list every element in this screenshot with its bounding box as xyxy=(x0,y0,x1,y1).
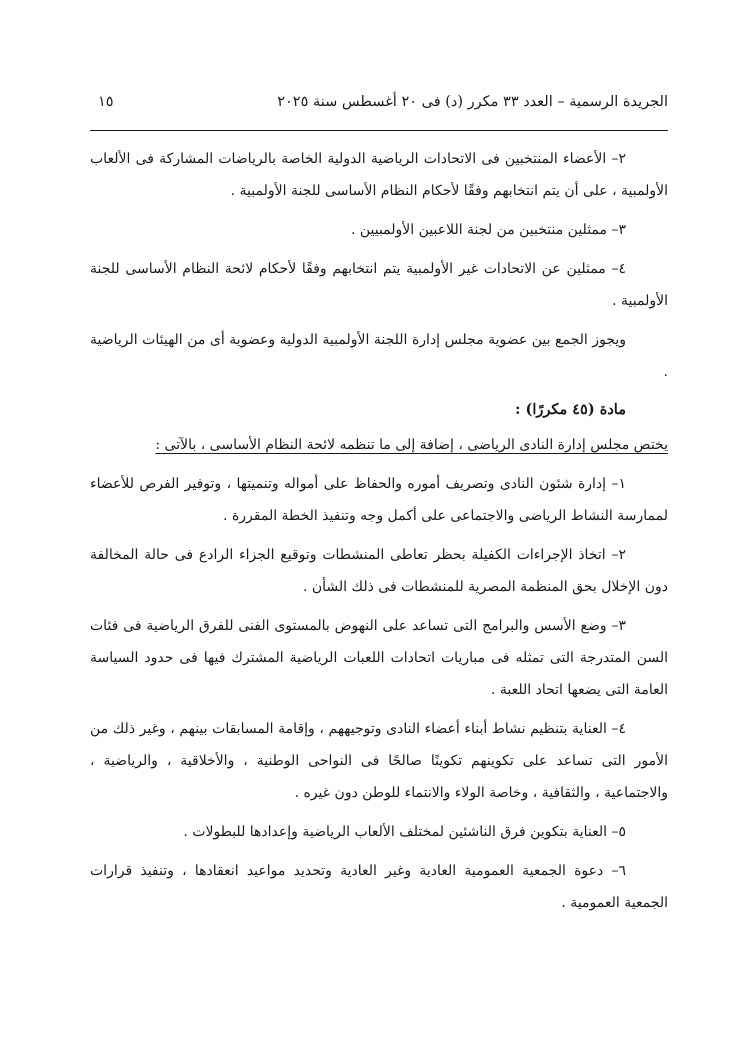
paragraph-membership-combination: ويجوز الجمع بين عضوية مجلس إدارة اللجنة الأولمبية الدولية وعضوية أى من الهيئات الرياضية . xyxy=(90,332,668,380)
article-item-6: ٦– دعوة الجمعية العمومية العادية وغير العادية وتحديد مواعيد انعقادها ، وتنفيذ قرارات الجمعية العمومية . xyxy=(90,863,668,911)
page-header xyxy=(90,88,668,116)
article-heading: مادة (٤٥ مكررًا) : xyxy=(515,401,626,418)
article-item-2: ٢– اتخاذ الإجراءات الكفيلة بحظر تعاطى المنشطات وتوقيع الجزاء الرادع فى حالة المخالفة دون الإخلال بحق المنظمة المصرية للمنشطات فى ذلك الشأن . xyxy=(90,547,668,595)
gazette-title: الجريدة الرسمية – العدد ٣٣ مكرر (د) فى ٢٠ أغسطس سنة ٢٠٢٥ xyxy=(277,94,668,110)
page-number: ١٥ xyxy=(98,94,114,110)
article-item-4: ٤– العناية بتنظيم نشاط أبناء أعضاء النادى وتوجيههم ، وإقامة المسابقات بينهم ، وغير ذلك من الأمور التى تساعد على تكوينهم تكوينًا صالحًا فى النواحى الوطنية ، والأخلاقية ، والرياضية ، والاجتماعية ، والثقافية ، وخاصة الولاء والانتماء للوطن دون غيره . xyxy=(90,721,668,801)
article-item-3: ٣– وضع الأسس والبرامج التى تساعد على النهوض بالمستوى الفنى للفرق الرياضية فى فئات السن المتدرجة التى تمثله فى مباريات اتحادات اللعبات الرياضية المشترك فيها فى حدود السياسة العامة التى يضعها اتحاد اللعبة . xyxy=(90,618,668,698)
paragraph-item-4: ٤– ممثلين عن الاتحادات غير الأولمبية يتم انتخابهم وفقًا لأحكام لائحة النظام الأساسى للجنة الأولمبية . xyxy=(90,261,668,309)
article-item-1: ١– إدارة شئون النادى وتصريف أموره والحفاظ على أمواله وتنميتها ، وتوفير الفرص للأعضاء لممارسة النشاط الرياضى والاجتماعى على أكمل وجه وتنفيذ الخطة المقررة . xyxy=(90,476,668,524)
article-item-5: ٥– العناية بتكوين فرق الناشئين لمختلف الألعاب الرياضية وإعدادها للبطولات . xyxy=(183,824,626,840)
document-page xyxy=(90,88,668,926)
article-intro: يختص مجلس إدارة النادى الرياضى ، إضافة إلى ما تنظمه لائحة النظام الأساسى ، بالآتى : xyxy=(155,437,668,453)
paragraph-item-3: ٣– ممثلين منتخبين من لجنة اللاعبين الأولمبيين . xyxy=(350,222,626,238)
header-rule xyxy=(90,130,668,131)
paragraph-item-2: ٢– الأعضاء المنتخبين فى الاتحادات الرياضية الدولية الخاصة بالرياضات المشاركة فى الألعاب الأولمبية ، على أن يتم انتخابهم وفقًا لأحكام النظام الأساسى للجنة الأولمبية . xyxy=(90,151,668,199)
